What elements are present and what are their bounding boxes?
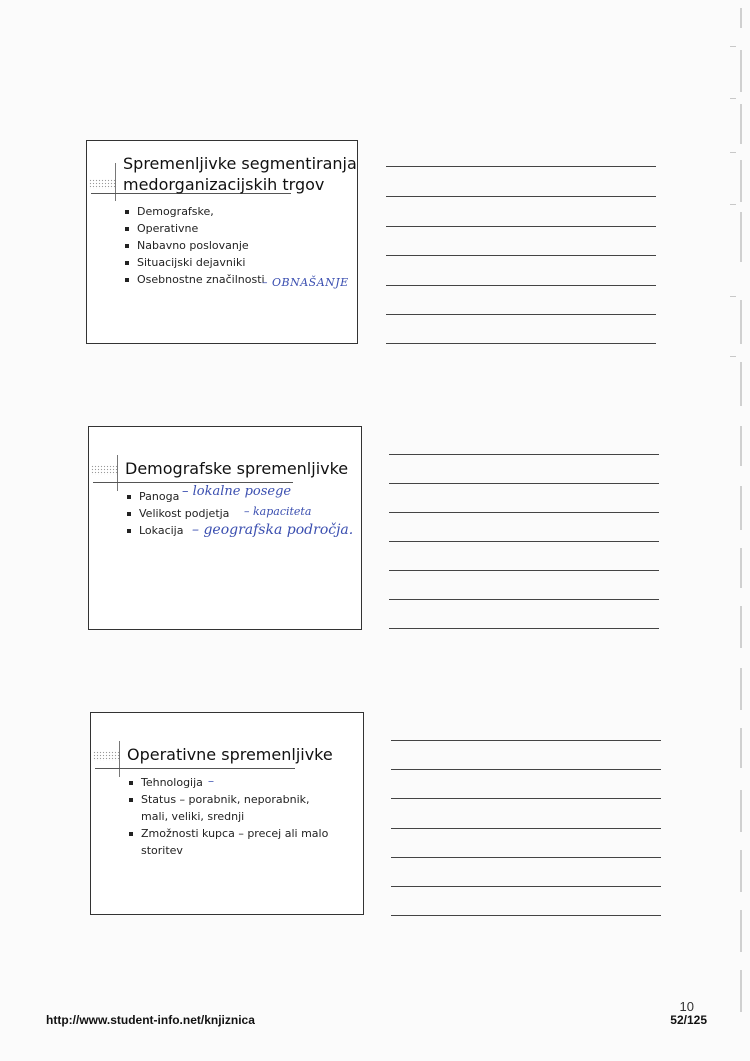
list-item: Panoga (125, 488, 355, 505)
list-item: Zmožnosti kupca – precej ali malo storitev (127, 825, 337, 859)
list-item: Operativne (123, 220, 353, 237)
list-item: Tehnologija (127, 774, 337, 791)
bullet-list (127, 774, 337, 859)
slide-title-line: Spremenljivke segmentiranja (123, 154, 357, 173)
slide-3 (90, 712, 364, 915)
list-item: Situacijski dejavniki (123, 254, 353, 271)
handwritten-note: – lokalne posege (182, 484, 292, 499)
slide-title: Demografske spremenljivke (125, 459, 349, 478)
list-item: Nabavno poslovanje (123, 237, 353, 254)
handwritten-note: – OBNAŠANJE (262, 276, 349, 289)
handwritten-note: – geografska področja. (192, 522, 354, 538)
handwritten-note: – (208, 774, 214, 788)
slide-title: Operativne spremenljivke (127, 745, 333, 764)
page-count: 52/125 (670, 1013, 707, 1027)
slide-1 (86, 140, 358, 344)
list-item: Velikost podjetja (125, 505, 355, 522)
page-number: 10 (679, 999, 694, 1014)
handwritten-note: – kapaciteta (244, 505, 312, 518)
list-item: Status – porabnik, neporabnik, mali, veliki, srednji (127, 791, 337, 825)
list-item: Demografske, (123, 203, 353, 220)
list-item: Lokacija (125, 522, 355, 539)
slide-title-line: medorganizacijskih trgov (123, 175, 325, 194)
list-item: Osebnostne značilnosti (123, 271, 353, 288)
binding-edge (720, 0, 750, 1061)
footer-url[interactable]: http://www.student-info.net/knjiznica (46, 1013, 255, 1027)
slide-title (123, 153, 357, 195)
